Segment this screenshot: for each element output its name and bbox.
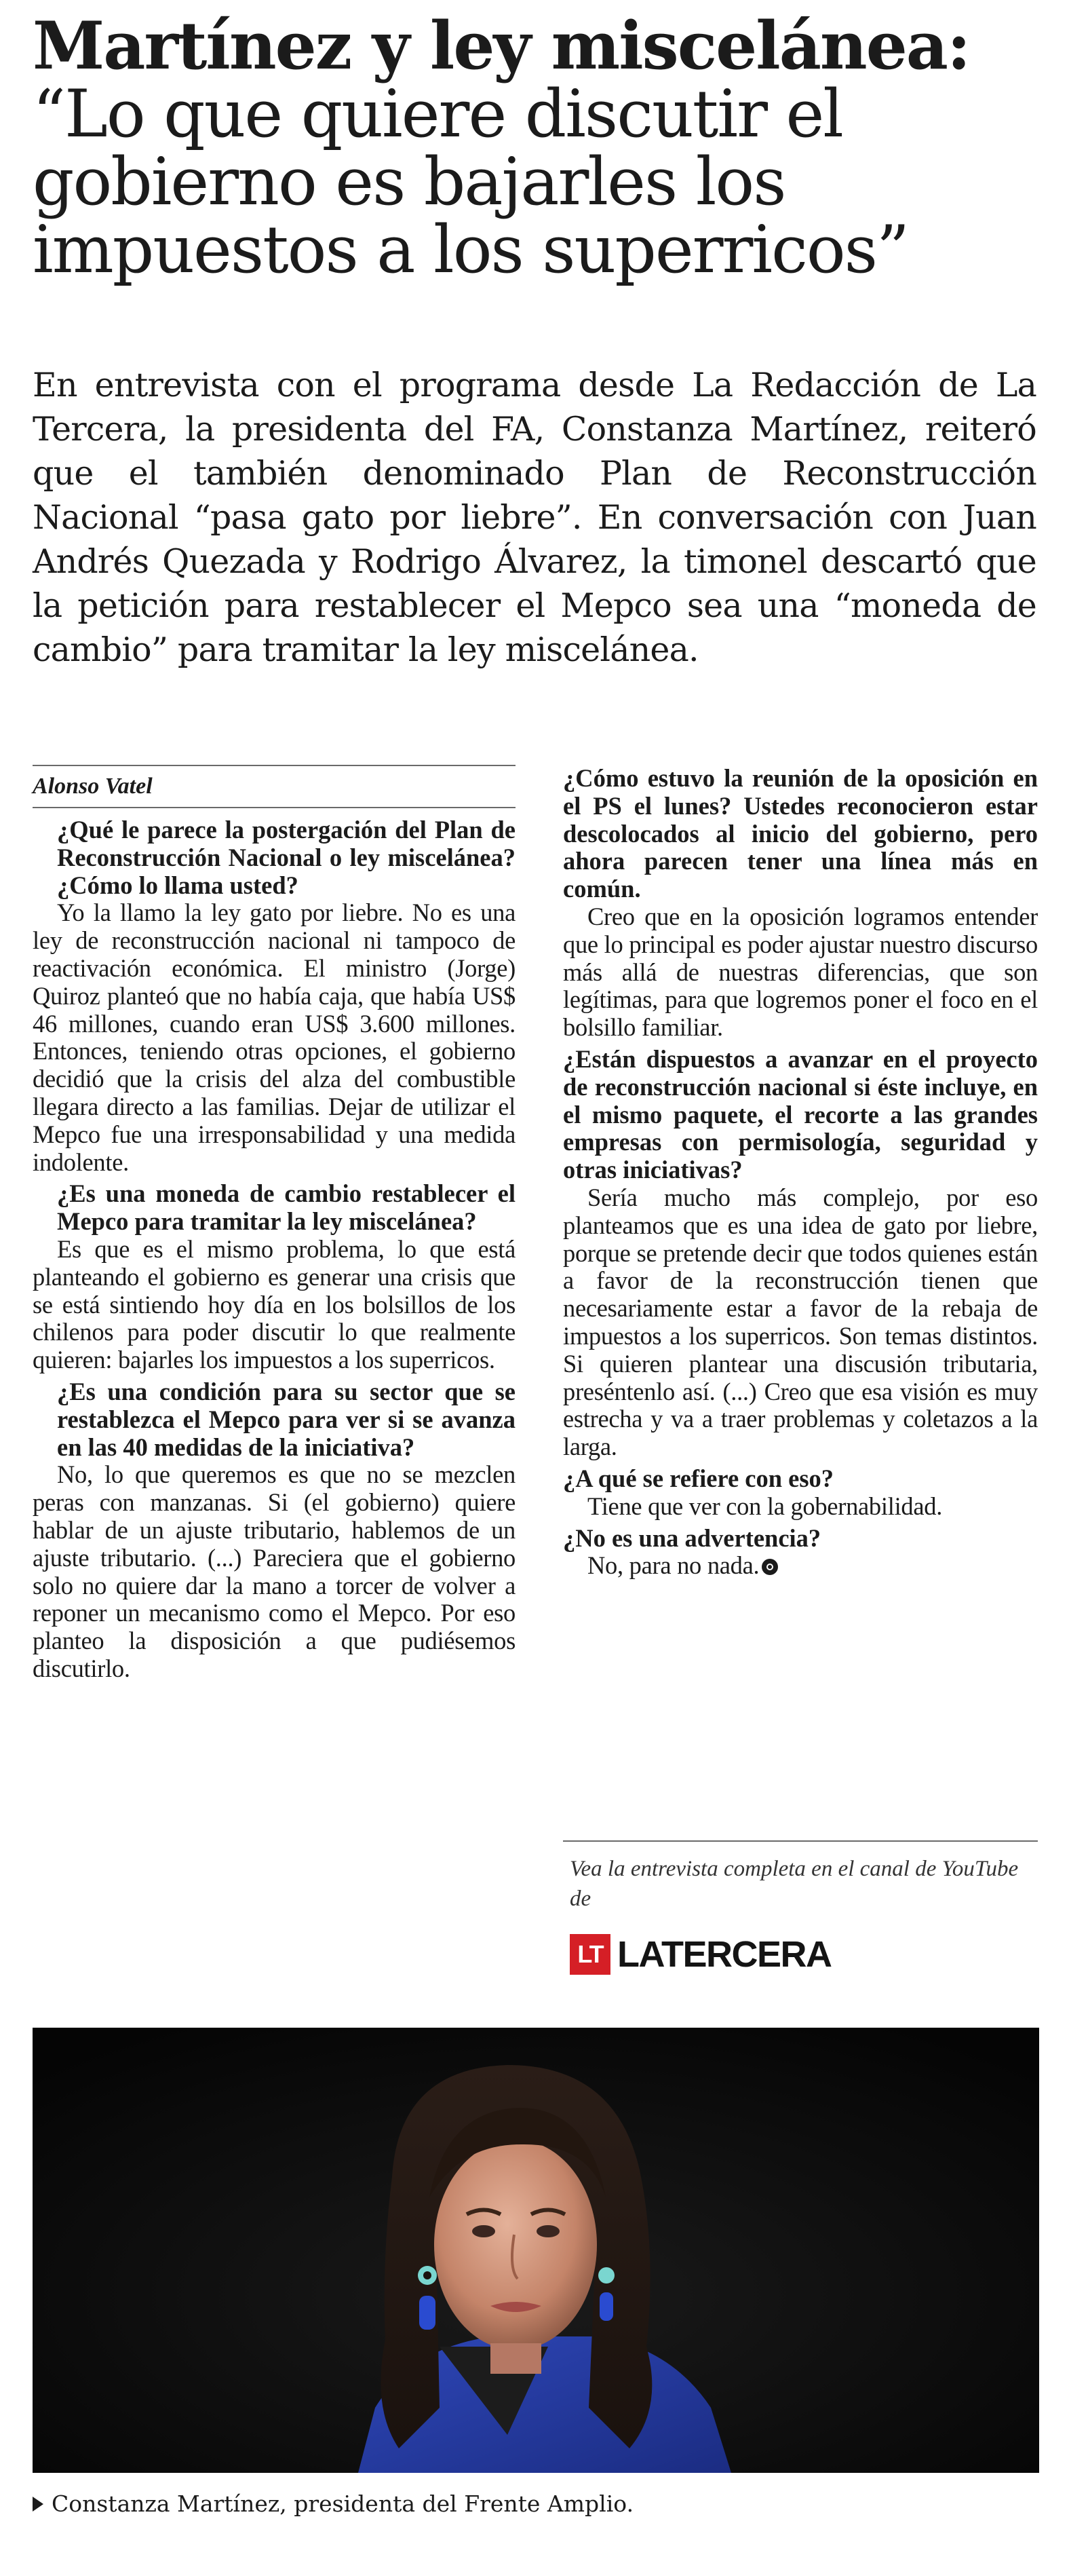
interview-answer: Yo la llamo la ley gato por liebre. No es una ley de reconstrucción nacional ni tampoco de reactivación económica. El ministro (Jorge) Quiroz planteó que no había caja, que había US$ 46 millones, cuando eran US$ 3.600 millones. Entonces, teniendo otras opciones, el gobierno decidió que la crisis del alza del combustible llegara directo a las familias. Dejar de utilizar el Mepco fue una irresponsabilidad y una medida indolente. xyxy=(33,898,516,1176)
qa-block xyxy=(563,1465,1038,1521)
interview-question: ¿Es una condición para su sector que se restablezca el Mepco para ver si se avanza en las 40 medidas de la iniciativa? xyxy=(57,1377,516,1461)
interview-question: ¿Cómo estuvo la reunión de la oposición en el PS el lunes? Ustedes reconocieron estar descolocados al inicio del gobierno, pero ahora parecen tener una línea más en común. xyxy=(563,764,1038,903)
interview-answer: Tiene que ver con la gobernabilidad. xyxy=(587,1492,943,1520)
interview-question: ¿No es una advertencia? xyxy=(563,1523,821,1552)
interview-question: ¿Están dispuestos a avanzar en el proyecto de reconstrucción nacional si éste incluye, en el mismo paquete, el recorte a las grandes empresas con permisología, seguridad y otras iniciativas? xyxy=(563,1044,1038,1184)
headline-lead: Martínez y ley miscelánea: xyxy=(33,7,970,84)
qa-block xyxy=(563,1525,1038,1580)
qa-block xyxy=(33,1378,516,1683)
interview-question: ¿A qué se refiere con eso? xyxy=(563,1464,834,1492)
photo-caption xyxy=(33,2489,1036,2519)
interview-answer: No, lo que queremos es que no se mezclen peras con manzanas. Si (el gobierno) quiere hablar de un ajuste tributario, hablemos de un ajuste tributario. (...) Pareciera que el gobierno solo no quiere dar la mano a torcer de volver a reponer un mecanismo como el Mepco. Por eso planteo la disposición a que pudiésemos discutirlo. xyxy=(33,1460,516,1682)
promo-divider xyxy=(563,1840,1038,1842)
article-intro: En entrevista con el programa desde La Redacción de La Tercera, la presidenta del FA, Constanza Martínez, reiteró que el también denominado Plan de Reconstrucción Nacional “pasa gato por liebre”. En conversación con Juan Andrés Quezada y Rodrigo Álvarez, la timonel descartó que la petición para restablecer el Mepco sea una “moneda de cambio” para tramitar la ley miscelánea. xyxy=(33,366,1036,669)
lt-badge-icon: LT xyxy=(570,1934,610,1975)
interview-question: ¿Qué le parece la postergación del Plan de Reconstrucción Nacional o ley miscelánea? ¿Cómo lo llama usted? xyxy=(57,816,516,899)
portrait-photo xyxy=(33,2028,1039,2473)
byline: Alonso Vatel xyxy=(33,772,516,808)
caption-arrow-icon xyxy=(33,2497,43,2512)
interview-question: ¿Es una moneda de cambio restablecer el Mepco para tramitar la ley miscelánea? xyxy=(57,1179,516,1236)
video-promo xyxy=(563,1840,1038,1975)
qa-block xyxy=(33,816,516,1176)
interview-answer xyxy=(563,1552,1038,1580)
caption-text: Constanza Martínez, presidenta del Frente Amplio. xyxy=(52,2490,634,2517)
la-tercera-logo[interactable] xyxy=(570,1934,1038,1975)
end-of-article-icon xyxy=(762,1559,778,1575)
headline xyxy=(33,7,1036,288)
promo-text: Vea la entrevista completa en el canal de YouTube de xyxy=(570,1857,1019,1911)
portrait-illustration xyxy=(33,2028,1039,2473)
interview-answer-text: No, para no nada. xyxy=(587,1551,760,1580)
interview-answer: Creo que en la oposición logramos entender que lo principal es poder ajustar nuestro discurso más allá de nuestras diferencias, que son legítimas, para que logremos poner el foco en el bolsillo familiar. xyxy=(563,902,1038,1042)
interview-answer: Sería mucho más complejo, por eso planteamos que es una idea de gato por liebre, porque se pretende decir que todos quienes están a favor de la reconstrucción tienen que necesariamente estar a favor de la rebaja de impuestos a los superricos. Son temas distintos. Si quieren plantear una discusión tributaria, preséntenlo así. (...) Creo que esa visión es muy estrecha y va a traer problemas y coletazos a la larga. xyxy=(563,1183,1038,1461)
left-column xyxy=(33,765,516,1683)
qa-block xyxy=(33,1180,516,1374)
headline-quote: “Lo que quiere discutir el gobierno es bajarles los impuestos a los superricos” xyxy=(33,76,909,288)
interview-answer: Es que es el mismo problema, lo que está planteando el gobierno es generar una crisis que se está sintiendo hoy día en los bolsillos de los chilenos para poder discutir lo que realmente quieren: bajarles los impuestos a los superricos. xyxy=(33,1234,516,1374)
qa-block xyxy=(563,765,1038,1042)
qa-block xyxy=(563,1046,1038,1461)
right-column xyxy=(563,765,1038,1580)
byline-divider xyxy=(33,765,516,766)
brand-name: LATERCERA xyxy=(617,1934,832,1975)
